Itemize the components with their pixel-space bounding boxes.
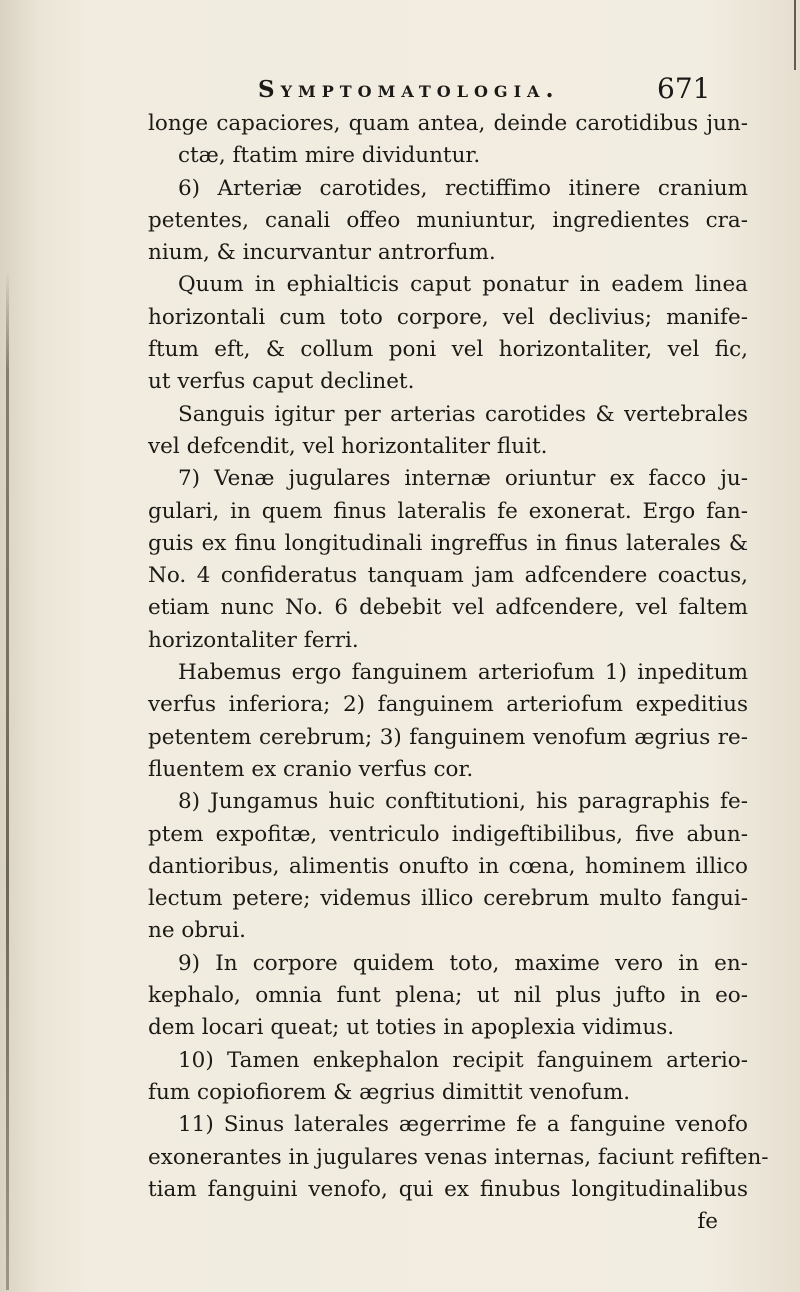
text-line: dem locari queat; ut toties in apoplexia vidimus. [148,1015,675,1041]
text-line: No. 4 confideratus tanquam jam adfcendere coactus, [148,563,748,589]
text-line: 11) Sinus laterales ægerrime fe a fanguine venofo [178,1112,748,1138]
text-line: 9) In corpore quidem toto, maxime vero in en- [178,950,748,976]
catchword: fe [697,1209,718,1235]
text-line: fluentem ex cranio verfus cor. [148,756,474,782]
page-header [0,72,800,112]
text-line: petentem cerebrum; 3) fanguinem venofum ægrius re- [148,724,748,750]
text-line: ftum eft, & collum poni vel horizontaliter, vel fic, [148,337,748,363]
text-line: verfus inferiora; 2) fanguinem arteriofum expeditius [148,692,748,718]
text-line: kephalo, omnia funt plena; ut nil plus jufto in eo- [148,983,748,1009]
text-line: dantioribus, alimentis onufto in cœna, hominem illico [148,853,748,879]
text-line: Sanguis igitur per arterias carotides & vertebrales [178,401,748,427]
text-line: vel defcendit, vel horizontaliter fluit. [148,433,548,459]
text-line: ctæ, ftatim mire dividuntur. [178,143,481,169]
text-line: gulari, in quem finus lateralis fe exonerat. Ergo fan- [148,498,748,524]
text-line: nium, & incurvantur antrorfum. [148,240,496,266]
text-line: lectum petere; videmus illico cerebrum multo fangui- [148,886,748,912]
text-line: fum copiofiorem & ægrius dimittit venofum. [148,1079,631,1105]
text-line: ut verfus caput declinet. [148,369,415,395]
text-line: 8) Jungamus huic conftitutioni, his paragraphis fe- [178,789,748,815]
page-edge [794,0,796,70]
text-line: 7) Venæ jugulares internæ oriuntur ex facco ju- [178,466,748,492]
text-line: 10) Tamen enkephalon recipit fanguinem arterio- [178,1047,748,1073]
page-number: 671 [657,72,711,105]
text-line: guis ex finu longitudinali ingreffus in finus laterales & [148,530,748,556]
text-line: horizontaliter ferri. [148,627,359,653]
text-line: exonerantes in jugulares venas internas, faciunt refiften- [148,1144,769,1170]
text-line: 6) Arteriæ carotides, rectiffimo itinere cranium [178,175,748,201]
text-line: tiam fanguini venofo, qui ex finubus longitudinalibus [148,1176,748,1202]
running-title: Symptomatologia. [258,76,560,103]
text-line: ptem expofitæ, ventriculo indigeftibilibus, five abun- [148,821,748,847]
binding-gutter [6,270,9,1290]
text-line: Quum in ephialticis caput ponatur in eadem linea [178,272,748,298]
body-text [148,108,769,1238]
text-line: Habemus ergo fanguinem arteriofum 1) inpeditum [178,660,748,686]
text-line: horizontali cum toto corpore, vel declivius; manife- [148,304,748,330]
text-line: etiam nunc No. 6 debebit vel adfcendere, vel faltem [148,595,748,621]
text-line: ne obrui. [148,918,246,944]
text-line: petentes, canali offeo muniuntur, ingredientes cra- [148,207,748,233]
text-line: longe capaciores, quam antea, deinde carotidibus jun- [148,111,748,136]
